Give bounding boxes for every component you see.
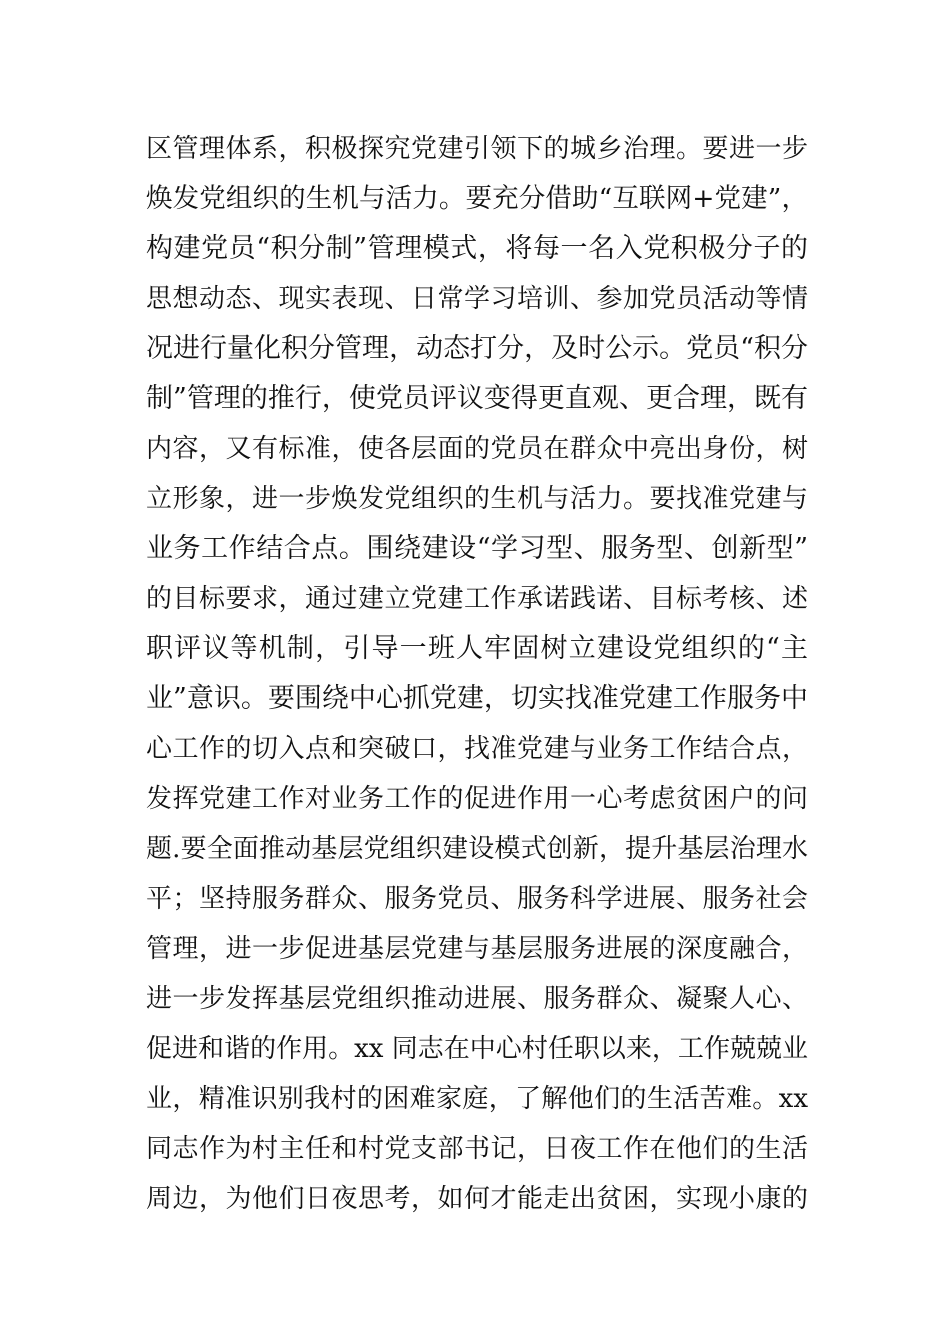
text-line: 业，精准识别我村的困难家庭，了解他们的生活苦难。xx — [146, 1084, 808, 1114]
text-line: 区管理体系，积极探究党建引领下的城乡治理。要进一步 — [146, 134, 808, 164]
text-line: 进一步发挥基层党组织推动进展、服务群众、凝聚人心、 — [146, 984, 808, 1014]
text-line: 思想动态、现实表现、日常学习培训、参加党员活动等情 — [146, 284, 808, 314]
text-line: 焕发党组织的生机与活力。要充分借助“互联网+党建”， — [146, 183, 808, 214]
text-line: 题.要全面推动基层党组织建设模式创新，提升基层治理水 — [146, 834, 808, 864]
text-line: 促进和谐的作用。xx 同志在中心村任职以来，工作兢兢业 — [146, 1034, 808, 1064]
text-line: 发挥党建工作对业务工作的促进作用一心考虑贫困户的问 — [146, 784, 808, 814]
text-line: 平；坚持服务群众、服务党员、服务科学进展、服务社会 — [146, 884, 808, 914]
text-line: 制”管理的推行，使党员评议变得更直观、更合理，既有 — [146, 383, 808, 414]
text-line: 立形象，进一步焕发党组织的生机与活力。要找准党建与 — [146, 484, 808, 514]
text-line: 同志作为村主任和村党支部书记，日夜工作在他们的生活 — [146, 1134, 808, 1164]
body-text — [146, 124, 808, 1224]
text-line: 构建党员“积分制”管理模式，将每一名入党积极分子的 — [146, 233, 808, 264]
text-line: 业”意识。要围绕中心抓党建，切实找准党建工作服务中 — [146, 683, 808, 714]
text-line: 心工作的切入点和突破口，找准党建与业务工作结合点， — [146, 734, 808, 764]
text-line: 况进行量化积分管理，动态打分，及时公示。党员“积分 — [146, 333, 808, 364]
text-line: 业务工作结合点。围绕建设“学习型、服务型、创新型” — [146, 533, 808, 564]
text-line: 的目标要求，通过建立党建工作承诺践诺、目标考核、述 — [146, 584, 808, 614]
text-line: 管理，进一步促进基层党建与基层服务进展的深度融合， — [146, 934, 808, 964]
text-line: 周边，为他们日夜思考，如何才能走出贫困，实现小康的 — [146, 1184, 808, 1214]
text-line: 内容，又有标准，使各层面的党员在群众中亮出身份，树 — [146, 434, 808, 464]
text-line: 职评议等机制，引导一班人牢固树立建设党组织的“主 — [146, 633, 808, 664]
